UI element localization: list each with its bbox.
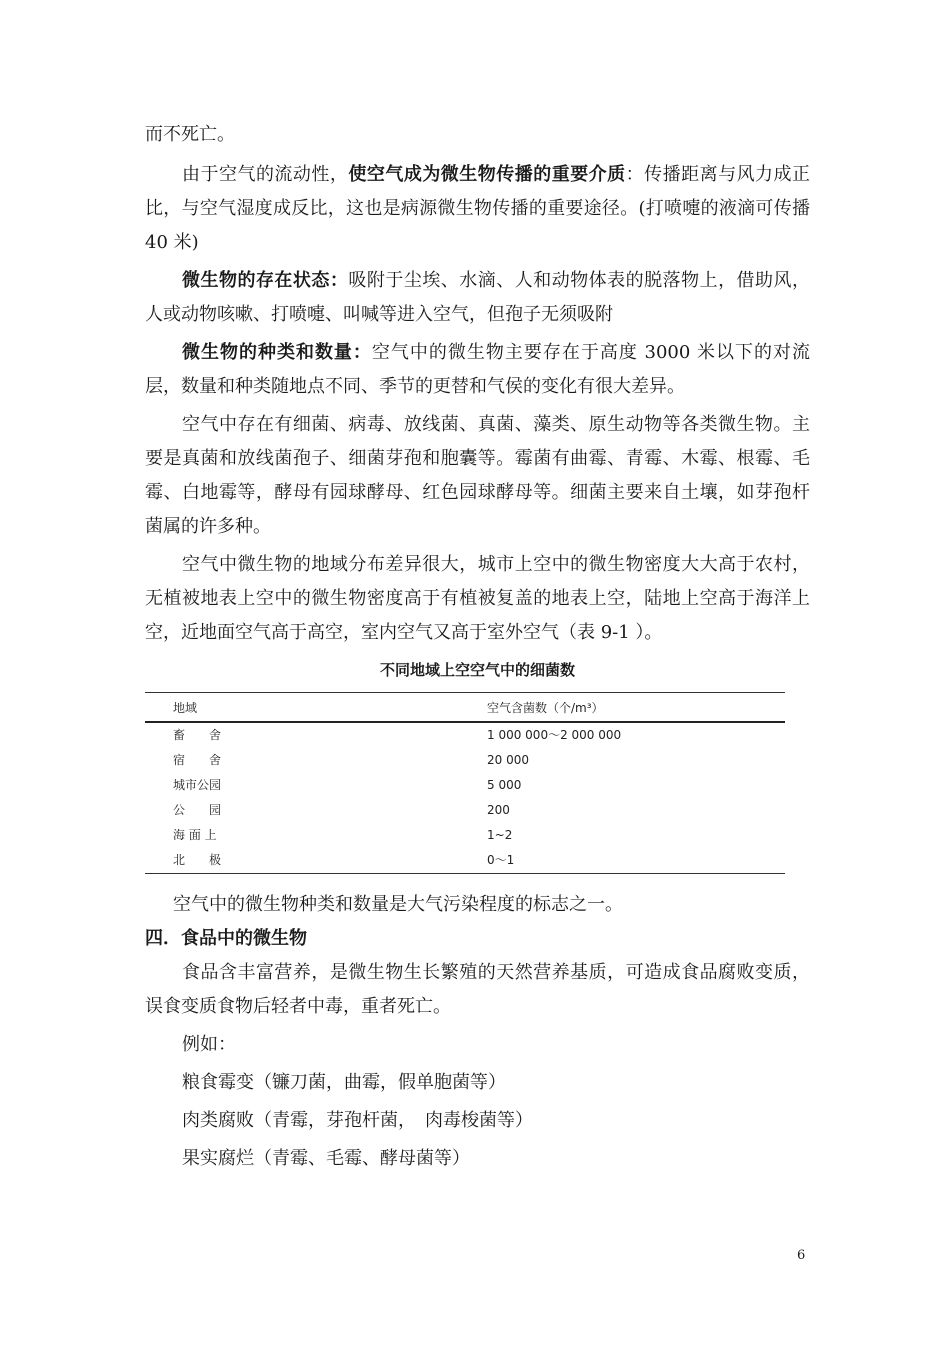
table-cell-count: 1 000 000～2 000 000 <box>487 728 622 742</box>
text: 空气中的微生物主要存在于高度 3000 米以下的对流层，数量和种类随地点不同、季节的更替和气侯的变化有很大差异。 <box>145 342 811 397</box>
bold-text: 使空气成为微生物传播的重要介质 <box>348 164 626 185</box>
table-cell-region: 公 园 <box>173 803 222 817</box>
example-item: 果实腐烂（青霉、毛霉、酵母菌等） <box>182 1148 470 1169</box>
paragraph-food-microbes: 食品含丰富营养，是微生物生长繁殖的天然营养基质，可造成食品腐败变质，误食变质食物后轻者中毒，重者死亡。 <box>145 962 810 1017</box>
section-heading: 四．食品中的微生物 <box>145 928 307 949</box>
table-cell-count: 0～1 <box>487 853 515 867</box>
table-cell-region: 北 极 <box>173 853 222 867</box>
table-row <box>145 722 785 748</box>
table-row <box>145 748 785 773</box>
page-number: 6 <box>797 1248 806 1263</box>
paragraph-distribution: 空气中微生物的地域分布差异很大，城市上空中的微生物密度大大高于农村，无植被地表上空中的微生物密度高于有植被复盖的地表上空，陆地上空高于海洋上空，近地面空气高于高空，室内空气又高于室外空气（表 9-1 ）。 <box>145 554 810 643</box>
table-cell-count: 20 000 <box>487 753 529 767</box>
table-title: 不同地域上空空气中的细菌数 <box>379 661 575 679</box>
table-row <box>145 798 785 823</box>
table-cell-count: 1~2 <box>487 828 513 842</box>
table-header-region: 地域 <box>145 693 473 723</box>
paragraph-pollution-indicator: 空气中的微生物种类和数量是大气污染程度的标志之一。 <box>173 894 623 915</box>
text: 吸附于尘埃、水滴、人和动物体表的脱落物上，借助风，人或动物咳嗽、打喷嚏、叫喊等进入空气，但孢子无须吸附 <box>145 270 811 325</box>
paragraph-types-quantity <box>145 336 810 404</box>
bold-text: 微生物的存在状态： <box>182 270 349 291</box>
document-page <box>145 118 810 1176</box>
paragraph-existence-state <box>145 264 810 332</box>
bold-text: 微生物的种类和数量： <box>182 342 372 363</box>
table-cell-count: 5 000 <box>487 778 522 792</box>
table-row <box>145 773 785 798</box>
paragraph-air-medium <box>145 158 810 260</box>
table-header-count: 空气含菌数（个/m³） <box>473 693 785 723</box>
table-cell-region: 海 面 上 <box>173 828 217 842</box>
table-header-row <box>145 693 785 723</box>
text: ：传播距离与风力成正比，与空气湿度成反比，这也是病源微生物传播的重要途径。(打喷嚏的液滴可传播 40 米) <box>145 164 811 253</box>
table-cell-region: 城市公园 <box>173 778 222 792</box>
table-cell-region: 畜 舍 <box>173 728 222 742</box>
table-cell-count: 200 <box>487 803 510 817</box>
paragraph-continuation: 而不死亡。 <box>145 124 235 145</box>
example-item: 肉类腐败（青霉，芽孢杆菌， 肉毒梭菌等） <box>182 1110 533 1131</box>
table-row <box>145 848 785 874</box>
example-item: 粮食霉变（镰刀菌，曲霉，假单胞菌等） <box>182 1072 506 1093</box>
bacteria-count-table <box>145 692 785 874</box>
table-row <box>145 823 785 848</box>
table-cell-region: 宿 舍 <box>173 753 222 767</box>
example-label: 例如： <box>182 1034 236 1055</box>
text: 由于空气的流动性， <box>182 164 349 185</box>
paragraph-microbe-kinds: 空气中存在有细菌、病毒、放线菌、真菌、藻类、原生动物等各类微生物。主要是真菌和放线菌孢子、细菌芽孢和胞囊等。霉菌有曲霉、青霉、木霉、根霉、毛霉、白地霉等，酵母有园球酵母、红色园球酵母等。细菌主要来自土壤，如芽孢杆菌属的许多种。 <box>145 414 810 537</box>
